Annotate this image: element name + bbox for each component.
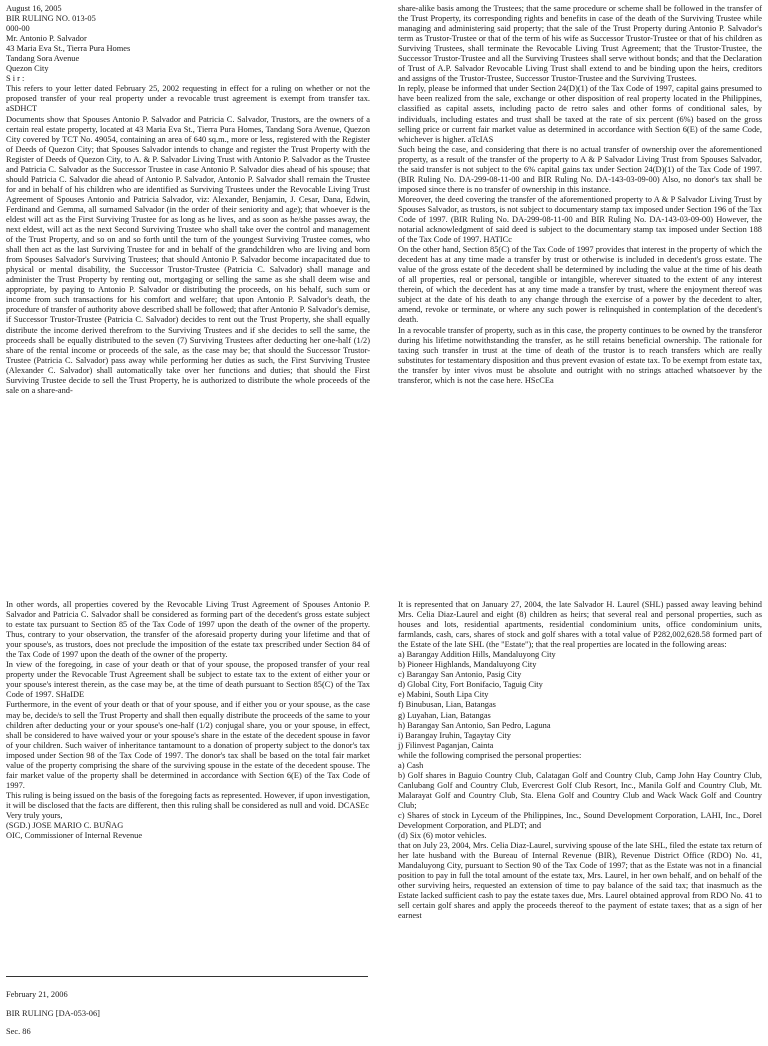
paragraph: Mr. Antonio P. Salvador <box>6 34 87 44</box>
paragraph: In view of the foregoing, in case of your death or that of your spouse, the proposed transfer of your real property under the Revocable Trust Agreement shall be subject to estate tax to the extent of either your or your spouse's interest therein, as the case may be, at the time of death pursuant to Section 85(C) of the Tax Code of 1997. SHaIDE <box>6 660 370 700</box>
paragraph: Tandang Sora Avenue <box>6 54 80 64</box>
paragraph: In reply, please be informed that under Section 24(D)(1) of the Tax Code of 1997, capital gains presumed to have been realized from the sale, exchange or other disposition of real property located in the Philippines, classified as capital assets, including pacto de retro sales and other forms of conditional sales, by individuals, including estates and trust shall be taxed at the rate of six percent (6%) based on the gross selling price or current fair market value as determined in accordance with Section 6(E) of the same Code, whichever is higher. aTcIAS <box>398 84 762 144</box>
paragraph: It is represented that on January 27, 2004, the late Salvador H. Laurel (SHL) passed away leaving behind Mrs. Celia Diaz-Laurel and eight (8) children as heirs; that several real and personal properties, such as houses and lots, residential apartments, residential condominium units, office condominium units, farmlands, cash, cars, shares of stock and golf shares with a total value of P282,002,628.58 formed part of the Estate of the late SHL (the "Estate"); that the real properties are located in the following areas: <box>398 600 762 650</box>
paragraph: a) Barangay Addition Hills, Mandaluyong City <box>398 650 556 660</box>
paragraph: b) Pioneer Highlands, Mandaluyong City <box>398 660 537 670</box>
paragraph: d) Global City, Fort Bonifacio, Taguig City <box>398 680 543 690</box>
paragraph: share-alike basis among the Trustees; that the same procedure or scheme shall be followed in the transfer of the Trust Property, its corresponding rights and benefits in case of the death of the Surviving Trustee while managing and administering said property; that the sale of the Trust Property during Antonio P. Salvador's term as Trustor-Trustee or that of the term of his wife as Successor Trustor-Trustee or that of his children as Surviving Trustees, shall terminate the Revocable Living Trust Agreement; that the Trustor-Trustee, the Successor Trustor-Trustee and all the Surviving Trustees shall serve without bonds; and that the Declaration of Trust of A.P. Salvador Revocable Living Trust shall extend to and be binding upon the heirs, creditors and assigns of the Trustor-Trustee, Successor Trustor-Trustee and the Surviving Trustees. <box>398 4 762 84</box>
document-page-bottom <box>0 590 768 1037</box>
paragraph: Such being the case, and considering that there is no actual transfer of ownership over the aforementioned property, as a result of the transfer of the property to A & P Salvador Living Trust from Spouses Salvador, the said transfer is not subject to the 6% capital gains tax under Section 24(D)(1) of the Tax Code of 1997. (BIR Ruling No. DA-299-08-11-00 and BIR Ruling No. DA-143-03-09-00) Also, no donor's tax shall be imposed since there is no transfer of ownership in this instance. <box>398 144 762 194</box>
paragraph: BIR RULING [DA-053-06] <box>6 1008 100 1018</box>
paragraph: Very truly yours, <box>6 810 63 820</box>
paragraph: BIR RULING NO. 013-05 <box>6 14 96 24</box>
paragraph: In a revocable transfer of property, such as in this case, the property continues to be owned by the transferor during his lifetime notwithstanding the transfer, as he still retains beneficial ownership. The rationale for taxing such transfer in trust at the time of death of the trustor is to reach transfers which are really substitutes for testamentary disposition and thus prevent evasion of estate tax. To be exempt from estate tax, the transfer by inter vivos must be absolute and outright with no strings attached whatsoever by the transferor, which is not the case here. HScCEa <box>398 325 762 385</box>
paragraph: In other words, all properties covered by the Revocable Living Trust Agreement of Spouses Antonio P. Salvador and Patricia C. Salvador shall be considered as forming part of the decedent's gross estate subject to estate tax pursuant to Section 85 of the Tax Code of 1997 upon the death of the owner of the property. Thus, contrary to your observation, the transfer of the aforesaid property during your lifetime and that of your spouse's, as trustors, does not preclude the imposition of the estate tax prescribed under Section 84 of the Tax Code of 1997 upon the death of the owner of the property. <box>6 600 370 660</box>
paragraph: (SGD.) JOSE MARIO C. BUÑAG <box>6 821 124 831</box>
paragraph: f) Binubusan, Lian, Batangas <box>398 700 496 710</box>
paragraph: 000-00 <box>6 24 30 34</box>
paragraph: This ruling is being issued on the basis of the foregoing facts as represented. However, if upon investigation, it will be disclosed that the facts are different, then this ruling shall be considered as null and void. DCASEc <box>6 790 370 810</box>
paragraph: while the following comprised the personal properties: <box>398 750 582 760</box>
paragraph: h) Barangay San Antonio, San Pedro, Laguna <box>398 720 551 730</box>
section-divider <box>6 976 368 977</box>
paragraph: OIC, Commissioner of Internal Revenue <box>6 831 143 841</box>
paragraph: On the other hand, Section 85(C) of the Tax Code of 1997 provides that interest in the property of which the decedent has at any time made a transfer by trust or otherwise is included in decedent's gross estate. The value of the gross estate of the decedent shall be determined by including the value at the time of his death of all properties, real or personal, tangible or intangible, wherever situated to the extent of any interest therein, of which the decedent has at any time made a transfer by trust, where the enjoyment thereof was subject at the date of his death to any change through the exercise of a power by the decedent to alter, amend, revoke or terminate, or where any such power is relinquished in contemplation of the decedent's death. <box>398 245 762 325</box>
paragraph: that on July 23, 2004, Mrs. Celia Diaz-Laurel, surviving spouse of the late SHL, filed the estate tax return of her late husband with the Bureau of Internal Revenue (BIR), Revenue District Office (RDO) No. 41, Mandaluyong City, pursuant to Section 90 of the Tax Code of 1997; that as the Estate was not in a financial position to pay in full the total amount of the estate tax, Mrs. Laurel, in her own behalf, and on behalf of the other surviving heirs, requested an extension of time to pay balance of the said tax; that inasmuch as the Estate lacked sufficient cash to pay the estate taxes due, Mrs. Laurel obtained approval from RDO No. 41 to sell certain golf shares and apply the proceeds thereof to the payment of estate taxes; that as a sign of her earnest <box>398 841 762 921</box>
paragraph: This refers to your letter dated February 25, 2002 requesting in effect for a ruling on whether or not the proposed transfer of your real property under a revocable trust agreement is exempt from transfer tax. aSDHCT <box>6 84 370 114</box>
paragraph: b) Golf shares in Baguio Country Club, Calatagan Golf and Country Club, Camp John Hay Country Club, Canlubang Golf and Country Club, Evercrest Golf Club Resort, Inc., Manila Golf and Country Club, Mt. Malarayat Golf and Country Club, Sta. Elena Golf and Country Club and Wack Wack Golf and Country Club; <box>398 770 762 810</box>
paragraph: c) Barangay San Antonio, Pasig City <box>398 670 522 680</box>
paragraph: g) Luyahan, Lian, Batangas <box>398 710 491 720</box>
paragraph: February 21, 2006 <box>6 990 68 1000</box>
paragraph: j) Filinvest Paganjan, Cainta <box>398 740 494 750</box>
paragraph: Sec. 86 <box>6 1027 31 1037</box>
paragraph: a) Cash <box>398 760 424 770</box>
paragraph: Documents show that Spouses Antonio P. Salvador and Patricia C. Salvador, Trustors, are the owners of a certain real estate property, located at 43 Maria Eva St., Tierra Pura Homes, Tandang Sora Avenue, Quezon City covered by TCT No. 49054, containing an area of 640 sq.m., more or less, registered with the Register of Deeds of Quezon City; that Spouses Salvador intends to change and register the Trust Property with the Register of Deeds of Quezon City, to A. & P. Salvador Living Trust with Antonio P. Salvador as the Trustee and Patricia C. Salvador as the Successor Trustee in case Antonio P. Salvador dies ahead of his spouse; that should Patricia C. Salvador die ahead of Antonio P. Salvador, Antonio P. Salvador shall remain the Trustee for and in behalf of his children who are identified as Surviving Trustees under the Revocable Living Trust Agreement of Spouses Antonio and Patricia Salvador, viz: Alexander, Benjamin, J. Cesar, Dana, Edwin, Ferdinand and Gemma, all surnamed Salvador (in the order of their seniority and age); that whoever is the eldest will act as the First Surviving Trustee for as long as he lives, and as soon as he/she passes away, the next eldest, will act as the next Second Surviving Trustee who shall take over the control and management of the Trust Property, and so on and so forth until the turn of the youngest Surviving Trustee comes, who shall then act as the last Surviving Trustee for and in behalf of the grandchildren who are living and born from Spouses Salvador's Surviving Trustees; that should Antonio P. Salvador become incapacitated due to physical or mental disability, the Successor Trustor-Trustee (Patricia C. Salvador) shall manage and administer the Trust Property by renting out, mortgaging or selling the same as she shall deem wise and appropriate, by paying to Antonio P. Salvador or distributing the proceeds, on his behalf, such sum or income from such transactions for his comfort and welfare; that upon Antonio P. Salvador's death, the procedure of transfer of authority above described shall be followed; that after Antonio P. Salvador's demise, if Successor Trustor-Trustee (Patricia C. Salvador) decides to rent out the Trust Property, she shall equally distribute the income derived therefrom to the Surviving Trustees and if she decides to sell the same, the proceeds shall be equally distributed to the seven (7) Surviving Trustees after deducting her one-half (1/2) share of the rental income or proceeds of the sale, as the case may be; that should the Successor Trustor-Trustee (Patricia C. Salvador) pass away while performing her duties as such, the First Surviving Trustee (Alexander C. Salvador) shall automatically take over her functions and duties; that should the First Surviving Trustee decide to sell the Trust Property, he is authorized to distribute the whole proceeds of the sale on a share-and- <box>6 114 370 395</box>
paragraph: i) Barangay Iruhin, Tagaytay City <box>398 730 511 740</box>
paragraph: Quezon City <box>6 64 49 74</box>
paragraph: Furthermore, in the event of your death or that of your spouse, and if either you or your spouse, as the case may be, decide/s to sell the Trust Property and shall then equally distribute the proceeds of the same to your children after deducting your or your spouse's one-half (1/2) conjugal share, you or your spouse, in effect, shall be considered to have waived your or your spouse's share in the estate of the decedent spouse in favor of your children. Such waiver of inheritance tantamount to a donation of property subject to the donor's tax imposed under Section 98 of the Tax Code of 1997. The donor's tax shall be based on the total fair market value of the property comprising the share of the surviving spouse in the estate of the decedent spouse. The fair market value of the property shall be determined in accordance with Section 6(E) of the Tax Code of 1997. <box>6 700 370 790</box>
estate-column-right <box>398 600 762 1024</box>
paragraph: c) Shares of stock in Lyceum of the Philippines, Inc., Sound Development Corporation, LAHI, Inc., Dorel Development Corporation, and PLDT; and <box>398 810 762 831</box>
ruling-column-left <box>6 4 370 586</box>
paragraph: S i r : <box>6 74 25 84</box>
paragraph: Moreover, the deed covering the transfer of the aforementioned property to A & P Salvador Living Trust by Spouses Salvador, as trustors, is not subject to documentary stamp tax imposed under Section 196 of the Tax Code of 1997. (BIR Ruling No. DA-299-08-11-00 and BIR Ruling No. DA-143-03-09-00) However, the notarial acknowledgment of said deed is subject to the documentary stamp tax imposed under Section 188 of the Tax Code of 1997. HATICc <box>398 194 762 245</box>
paragraph: August 16, 2005 <box>6 4 62 13</box>
ruling-column-left-lower <box>6 600 370 1024</box>
ruling-column-right <box>398 4 762 586</box>
paragraph: 43 Maria Eva St., Tierra Pura Homes <box>6 44 131 54</box>
next-ruling-header <box>6 982 370 1046</box>
paragraph: e) Mabini, South Lipa City <box>398 690 489 700</box>
paragraph: (d) Six (6) motor vehicles. <box>398 831 487 841</box>
